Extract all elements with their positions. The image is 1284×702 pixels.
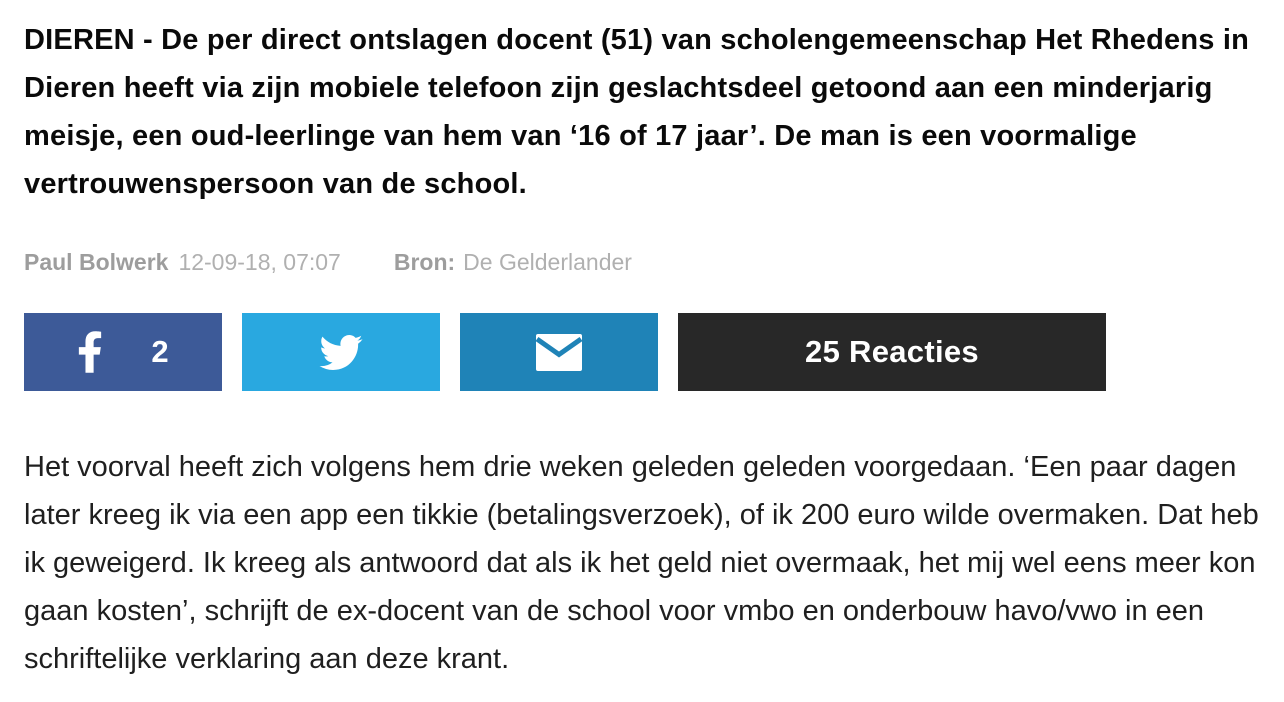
facebook-f-icon	[77, 329, 103, 375]
byline-source-label: Bron:	[393, 249, 456, 275]
reactions-count-label: 25 Reacties	[805, 334, 979, 369]
byline-author: Paul Bolwerk	[24, 249, 169, 275]
twitter-bird-icon	[315, 331, 367, 374]
byline-date: 12-09-18, 07:07	[178, 249, 341, 275]
byline-source: De Gelderlander	[463, 249, 632, 275]
byline	[24, 249, 1260, 275]
twitter-share-button[interactable]	[242, 313, 440, 391]
facebook-share-button[interactable]	[24, 313, 222, 391]
facebook-share-count: 2	[151, 334, 169, 369]
article-intro: DIEREN - De per direct ontslagen docent (51) van scholengemeenschap Het Rhedens in Dieren heeft via zijn mobiele telefoon zijn geslachtsdeel getoond aan een minderjarig meisje, een oud-leerlinge van hem van ‘16 of 17 jaar’. De man is een voormalige vertrouwenspersoon van de school.	[24, 24, 1250, 200]
email-share-button[interactable]	[460, 313, 658, 391]
reactions-button[interactable]	[678, 313, 1106, 391]
envelope-icon	[536, 334, 582, 371]
share-buttons-row	[24, 313, 1260, 391]
article-body-paragraph: Het voorval heeft zich volgens hem drie weken geleden geleden voorgedaan. ‘Een paar dagen later kreeg ik via een app een tikkie (betalingsverzoek), of ik 200 euro wilde overmaken. Dat heb ik geweigerd. Ik kreeg als antwoord dat als ik het geld niet overmaak, het mij wel eens meer kon gaan kosten’, schrijft de ex-docent van de school voor vmbo en onderbouw havo/vwo in een schriftelijke verklaring aan deze krant.	[24, 451, 1259, 675]
